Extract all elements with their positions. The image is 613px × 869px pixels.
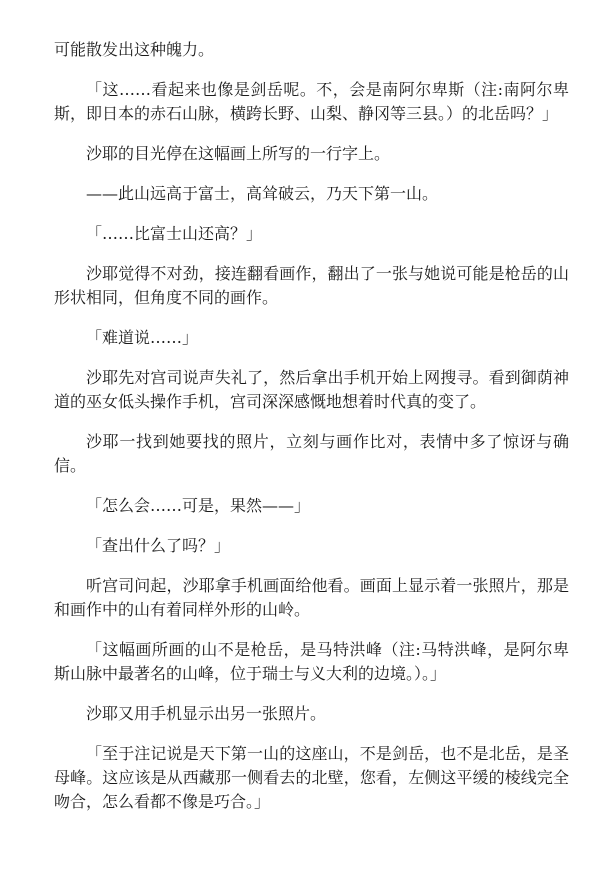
paragraph: 沙耶觉得不对劲，接连翻看画作，翻出了一张与她说可能是枪岳的山形状相同，但角度不同的画作。 [54,264,569,307]
paragraph: 「这幅画所画的山不是枪岳，是马特洪峰（注:马特洪峰，是阿尔卑斯山脉中最著名的山峰，位于瑞士与义大利的边境。）。」 [54,640,569,683]
paragraph: 「难道说……」 [86,328,199,347]
paragraph: ——此山远高于富士，高耸破云，乃天下第一山。 [86,184,439,203]
paragraph: 沙耶先对宫司说声失礼了，然后拿出手机开始上网搜寻。看到御荫神道的巫女低头操作手机，宫司深深感慨地想着时代真的变了。 [54,368,569,411]
paragraph: 「查出什么了吗？」 [86,536,231,555]
paragraph: 「……比富士山还高？」 [86,224,263,243]
paragraph: 沙耶一找到她要找的照片，立刻与画作比对，表情中多了惊讶与确信。 [54,432,569,475]
paragraph: 沙耶又用手机显示出另一张照片。 [86,704,327,723]
paragraph: 沙耶的目光停在这幅画上所写的一行字上。 [86,144,391,163]
paragraph: 听宫司问起，沙耶拿手机画面给他看。画面上显示着一张照片，那是和画作中的山有着同样外形的山岭。 [54,576,569,619]
paragraph: 「怎么会……可是，果然——」 [86,496,311,515]
paragraph: 「这……看起来也像是剑岳呢。不，会是南阿尔卑斯（注:南阿尔卑斯，即日本的赤石山脉，横跨长野、山梨、静冈等三县。）的北岳吗？」 [54,80,569,123]
paragraph: 可能散发出这种魄力。 [54,40,215,59]
paragraph: 「至于注记说是天下第一山的这座山，不是剑岳，也不是北岳，是圣母峰。这应该是从西藏那一侧看去的北壁，您看，左侧这平缓的棱线完全吻合，怎么看都不像是巧合。」 [54,744,569,811]
